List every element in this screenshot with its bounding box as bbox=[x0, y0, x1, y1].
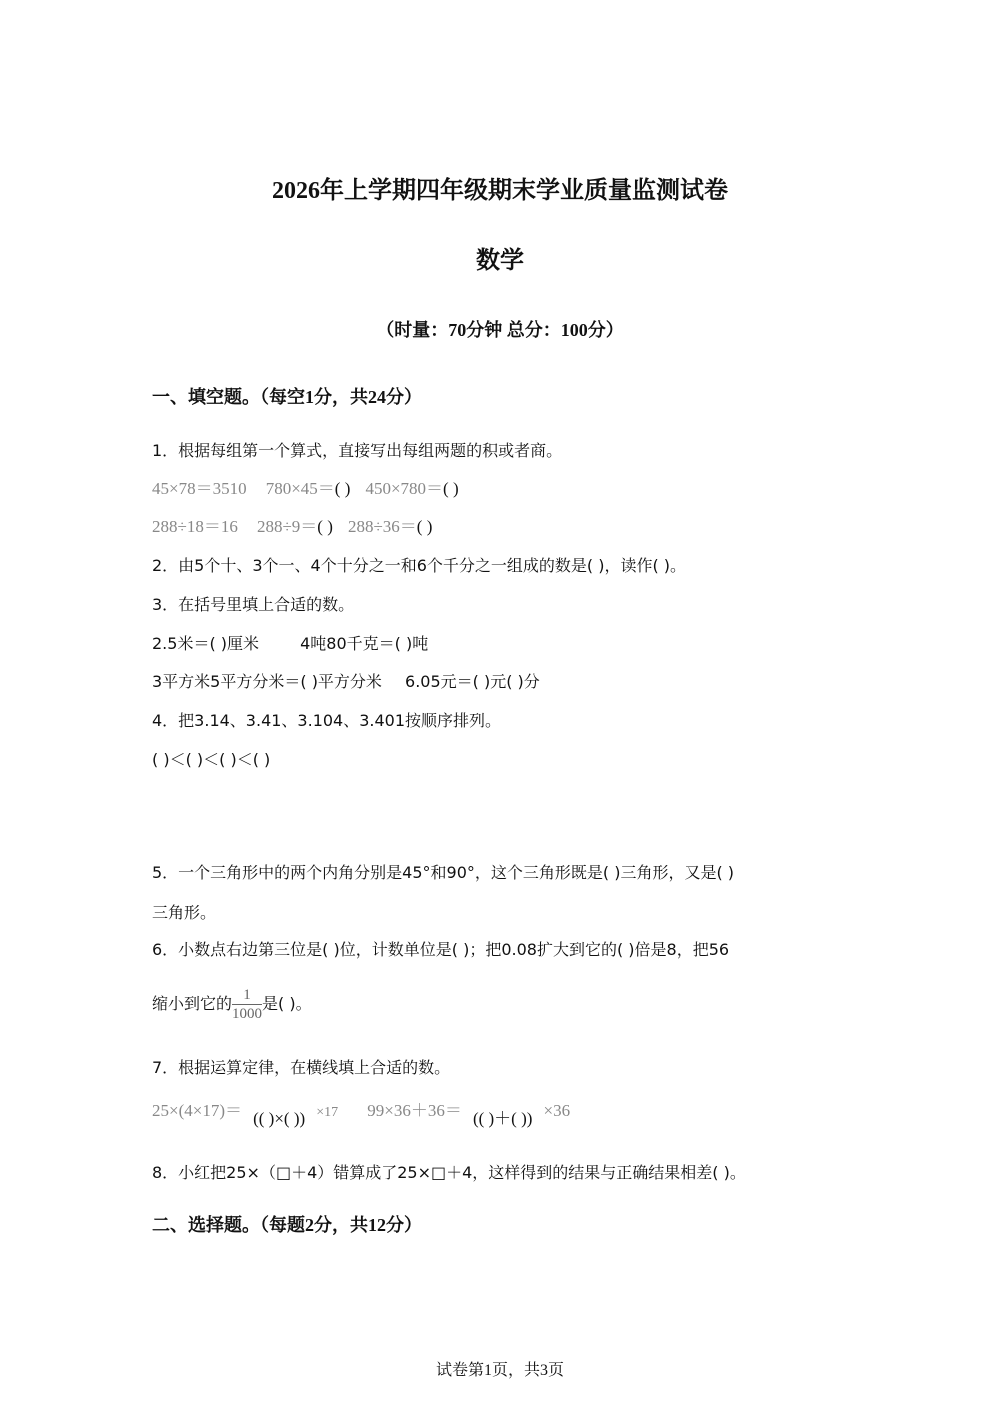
q3-row2-b: 6.05元＝( )元( )分 bbox=[405, 672, 540, 691]
q1-row2-given: 288÷18＝16 bbox=[152, 517, 238, 536]
q3-row1 bbox=[152, 631, 428, 654]
q1-row1-given: 45×78＝3510 bbox=[152, 479, 247, 498]
exam-title: 2026年上学期四年级期末学业质量监测试卷 bbox=[272, 178, 728, 204]
q7-expr2-tail: ×36 bbox=[543, 1101, 571, 1120]
subject-title: 数学 bbox=[476, 248, 524, 274]
page-footer: 试卷第1页，共3页 bbox=[435, 1362, 564, 1379]
q4-text: 4．把3.14、3.41、3.104、3.401按顺序排列。 bbox=[152, 711, 502, 730]
q6-line2 bbox=[152, 986, 312, 1023]
q6-fraction bbox=[232, 986, 262, 1023]
q6-line2-after: 是( )。 bbox=[262, 994, 312, 1013]
q1-row2-b: 288÷36＝ bbox=[347, 517, 417, 536]
exam-info: （时量：70分钟 总分：100分） bbox=[376, 320, 624, 340]
q6-line1: 6．小数点右边第三位是( )位，计数单位是( )；把0.08扩大到它的( )倍是8，把56 bbox=[152, 940, 730, 959]
q6-line2-before: 缩小到它的 bbox=[152, 994, 233, 1013]
q7-expr2-blanks[interactable]: (( )＋( )) bbox=[472, 1109, 533, 1128]
q5-line1: 5．一个三角形中的两个内角分别是45°和90°，这个三角形既是( )三角形，又是( ) bbox=[152, 863, 735, 882]
q4-order: ( )＜( )＜( )＜( ) bbox=[152, 750, 271, 769]
q5-line2: 三角形。 bbox=[152, 903, 217, 922]
q8-text: 8．小红把25×（□＋4）错算成了25×□＋4，这样得到的结果与正确结果相差( )。 bbox=[152, 1163, 746, 1182]
q1-row1-a: 780×45＝ bbox=[265, 479, 335, 498]
q3-row1-a: 2.5米＝( )厘米 bbox=[152, 634, 260, 653]
q1-row1-b: 450×780＝ bbox=[365, 479, 444, 498]
section2-heading: 二、选择题。（每题2分，共12分） bbox=[152, 1215, 422, 1235]
q3-row2-a: 3平方米5平方分米＝( )平方分米 bbox=[152, 672, 382, 691]
q7-expr1: 25×(4×17)＝ bbox=[152, 1101, 242, 1120]
q7-text: 7．根据运算定律，在横线填上合适的数。 bbox=[152, 1058, 451, 1077]
q3-text: 3．在括号里填上合适的数。 bbox=[152, 595, 355, 614]
q3-row2 bbox=[152, 669, 540, 692]
q3-row1-b: 4吨80千克＝( )吨 bbox=[300, 634, 429, 653]
q1-row2-a-blank[interactable]: ( ) bbox=[317, 517, 333, 536]
q7-row bbox=[152, 1096, 571, 1128]
q1-row1 bbox=[152, 474, 459, 499]
q1-row1-a-blank[interactable]: ( ) bbox=[334, 479, 351, 498]
q2-text: 2．由5个十、3个一、4个十分之一和6个千分之一组成的数是( )，读作( )。 bbox=[152, 556, 687, 575]
q1-row2-a: 288÷9＝ bbox=[256, 517, 318, 536]
q7-expr1-tail: ×17 bbox=[316, 1105, 339, 1120]
q1-row2 bbox=[152, 512, 432, 537]
q1-text: 1．根据每组第一个算式，直接写出每组两题的积或者商。 bbox=[152, 441, 563, 460]
q7-expr1-blanks[interactable]: (( )×( )) bbox=[253, 1109, 306, 1128]
q1-row1-b-blank[interactable]: ( ) bbox=[443, 479, 459, 498]
q7-expr2: 99×36＋36＝ bbox=[367, 1101, 462, 1120]
q1-row2-b-blank[interactable]: ( ) bbox=[416, 517, 433, 536]
fraction-numerator: 1 bbox=[232, 986, 262, 1005]
section1-heading: 一、填空题。（每空1分，共24分） bbox=[152, 387, 422, 407]
fraction-denominator: 1000 bbox=[232, 1006, 263, 1022]
